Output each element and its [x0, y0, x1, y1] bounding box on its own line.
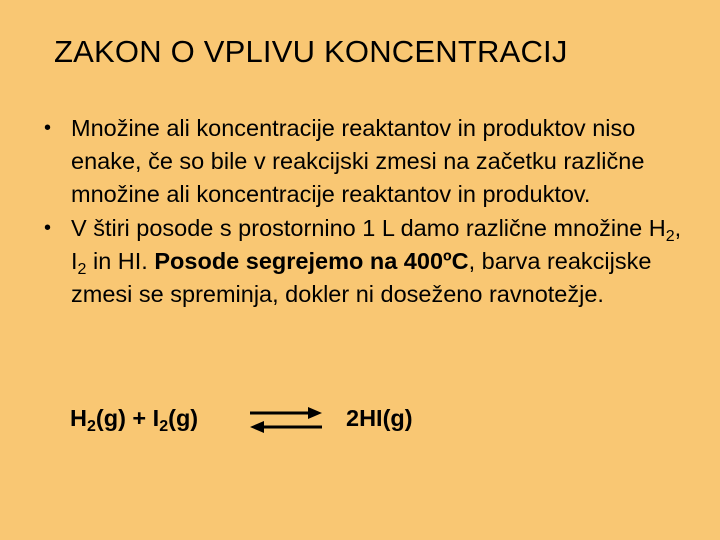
slide-title: ZAKON O VPLIVU KONCENTRACIJ: [54, 34, 568, 69]
equilibrium-arrows-icon: [248, 404, 324, 436]
reactant-h: H: [70, 405, 87, 431]
bullet-1-text: Množine ali koncentracije reaktantov in produktov niso enake, če so bile v reakcijski zmesi na začetku različne množine ali koncentracije reaktantov in produktov.: [71, 115, 645, 207]
bullet-2-text-b: , I: [71, 215, 682, 274]
bullet-dot-icon: [44, 212, 51, 245]
reactant-mid: (g) + I: [95, 405, 160, 431]
reactant-i-subscript: 2: [159, 418, 169, 435]
bullet-2-text-c: in HI.: [86, 248, 155, 274]
bullet-item-1: [44, 112, 684, 211]
bullet-2-bold-text: Posode segrejemo na 400ºC: [154, 248, 469, 274]
bullet-item-2: [44, 212, 684, 311]
reaction-reactants: [70, 405, 199, 435]
bullet-2-text-d: , barva reakcijske zmesi se spreminja, dokler ni doseženo ravnotežje.: [71, 248, 652, 307]
subscript-h2: 2: [665, 228, 675, 245]
reactant-end: (g): [168, 405, 199, 431]
reactant-h-subscript: 2: [86, 418, 96, 435]
bullet-2-text-a: V štiri posode s prostornino 1 L damo različne množine H: [71, 215, 666, 241]
bullet-list: [44, 112, 684, 312]
subscript-i2: 2: [77, 261, 87, 278]
bullet-dot-icon: [44, 112, 51, 145]
reaction-product: 2HI(g): [346, 405, 413, 431]
